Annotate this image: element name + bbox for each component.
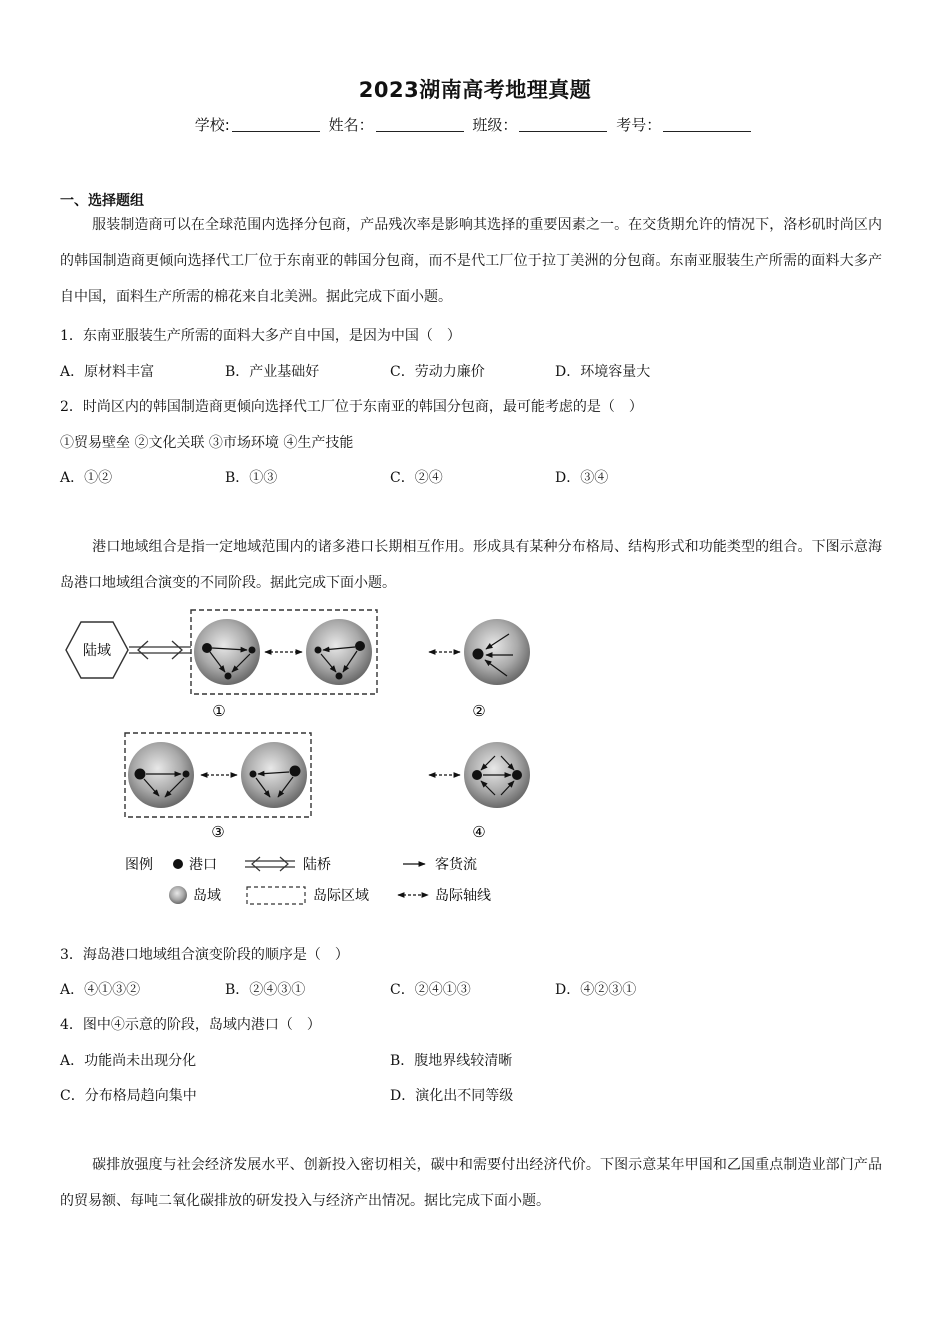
student-info-line [0, 114, 950, 135]
q2-option-c: C．②④ [390, 470, 443, 486]
q1-option-c: C．劳动力廉价 [390, 364, 485, 380]
stage-label-3: ③ [211, 823, 225, 841]
stage-4-diagram [429, 742, 530, 841]
legend-bridge-symbol [245, 857, 295, 871]
school-blank [232, 117, 320, 132]
q2-option-b: B．①③ [225, 470, 278, 486]
legend-region-symbol [247, 887, 305, 904]
passage-1-text: 服装制造商可以在全球范围内选择分包商，产品残次率是影响其选择的重要因素之一。在交货期允许的情况下，洛杉矶时尚区内的韩国制造商更倾向选择代工厂位于东南亚的韩国分包商，而不是代工厂位于拉丁美洲的分包商。东南亚服装生产所需的面料大多产自中国，面料生产所需的棉花来自北美洲。据此完成下面小题。 [60, 217, 882, 305]
stage-label-1: ① [212, 702, 226, 720]
stage-label-4: ④ [472, 823, 486, 841]
port [183, 771, 190, 778]
stage-2-diagram [429, 619, 530, 720]
legend-title: 图例 [125, 857, 153, 873]
q1-option-b: B．产业基础好 [225, 364, 320, 380]
legend-bridge: 陆桥 [303, 857, 331, 873]
q1-option-d: D．环境容量大 [555, 364, 651, 380]
info-class-label: 班级： [472, 116, 518, 134]
port [472, 770, 482, 780]
q2-stem: 2．时尚区内的韩国制造商更倾向选择代工厂位于东南亚的韩国分包商，最可能考虑的是（ ） [60, 399, 643, 415]
info-name-label: 姓名： [328, 116, 374, 134]
info-number-label: 考号： [616, 116, 662, 134]
legend-island: 岛域 [193, 888, 221, 904]
q2-option-d: D．③④ [555, 470, 609, 486]
port [249, 647, 256, 654]
passage-2-text: 港口地域组合是指一定地域范围内的诸多港口长期相互作用。形成具有某种分布格局、结构形式和功能类型的组合。下图示意海岛港口地域组合演变的不同阶段。据此完成下面小题。 [60, 539, 882, 591]
q3-option-c: C．②④①③ [390, 982, 471, 998]
q4-stem: 4．图中④示意的阶段，岛域内港口（ ） [60, 1017, 321, 1033]
land-bridge-symbol [129, 641, 191, 659]
q2-choices: ①贸易壁垒 ②文化关联 ③市场环境 ④生产技能 [60, 435, 354, 451]
port [473, 649, 484, 660]
port [355, 641, 365, 651]
port [290, 766, 301, 777]
q3-option-a: A．④①③② [60, 982, 141, 998]
passage-2 [60, 529, 882, 601]
q4-option-a: A．功能尚未出现分化 [60, 1053, 197, 1069]
q3-stem: 3．海岛港口地域组合演变阶段的顺序是（ ） [60, 947, 349, 963]
port [225, 673, 232, 680]
passage-3-text: 碳排放强度与社会经济发展水平、创新投入密切相关，碳中和需要付出经济代价。下图示意某年甲国和乙国重点制造业部门产品的贸易额、每吨二氧化碳排放的研发投入与经济产出情况。据比完成下面小题。 [60, 1157, 882, 1209]
port [135, 769, 146, 780]
land-label: 陆域 [83, 643, 111, 659]
q4-option-d: D．演化出不同等级 [390, 1088, 514, 1104]
section-heading: 一、选择题组 [60, 193, 144, 209]
stage-1-diagram [66, 610, 377, 720]
stage-label-2: ② [472, 702, 486, 720]
number-blank [663, 117, 751, 132]
name-blank [376, 117, 464, 132]
page-title: 2023湖南高考地理真题 [358, 78, 592, 102]
passage-3 [60, 1147, 882, 1219]
port [512, 770, 522, 780]
legend-island-symbol [169, 886, 187, 904]
stage-3-diagram [125, 733, 311, 841]
q4-option-c: C．分布格局趋向集中 [60, 1088, 197, 1104]
class-blank [519, 117, 607, 132]
port-evolution-figure [55, 600, 545, 915]
port [202, 643, 212, 653]
port [315, 647, 322, 654]
legend-port: 港口 [189, 857, 217, 873]
info-school-label: 学校: [194, 116, 230, 134]
figure-legend [125, 856, 491, 904]
port [336, 673, 343, 680]
q3-option-d: D．④②③① [555, 982, 637, 998]
passage-1 [60, 207, 882, 315]
legend-axis: 岛际轴线 [435, 888, 491, 904]
port [250, 771, 257, 778]
q1-option-a: A．原材料丰富 [60, 364, 155, 380]
q3-option-b: B．②④③① [225, 982, 306, 998]
q1-stem: 1．东南亚服装生产所需的面料大多产自中国，是因为中国（ ） [60, 328, 461, 344]
legend-flow: 客货流 [435, 857, 477, 873]
legend-port-symbol [173, 859, 183, 869]
q4-option-b: B．腹地界线较清晰 [390, 1053, 513, 1069]
q2-option-a: A．①② [60, 470, 113, 486]
legend-region: 岛际区域 [313, 888, 369, 904]
